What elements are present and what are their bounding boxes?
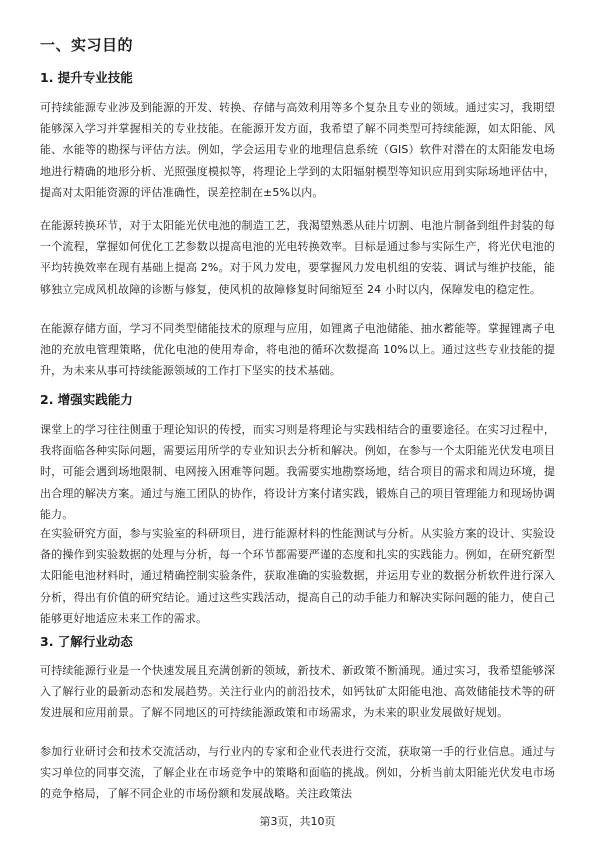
paragraph-2-1: 课堂上的学习往往侧重于理论知识的传授，而实习则是将理论与实践相结合的重要途径。在实习过程中，我将面临各种实际问题，需要运用所学的专业知识去分析和解决。例如，在参与一个太阳能光伏发电项目时，可能会遇到场地限制、电网接入困难等问题。我需要实地勘察场地，结合项目的需求和周边环境，提出合理的解决方案。通过与施工团队的协作，将设计方案付诸实践，锻炼自己的项目管理能力和现场协调能力。 <box>40 423 555 521</box>
subsection-heading-2: 2. 增强实践能力 <box>40 392 133 407</box>
subsection-heading-1: 1. 提升专业技能 <box>40 70 133 85</box>
paragraph-3-2: 参加行业研讨会和技术交流活动，与行业内的专家和企业代表进行交流，获取第一手的行业信息。通过与实习单位的同事交流，了解企业在市场竞争中的策略和面临的挑战。例如，分析当前太阳能光伏发电市场的竞争格局，了解不同企业的市场份额和发展战略。关注政策法 <box>40 745 555 801</box>
paragraph-1-3: 在能源存储方面，学习不同类型储能技术的原理与应用，如锂离子电池储能、抽水蓄能等。掌握锂离子电池的充放电管理策略，优化电池的使用寿命，将电池的循环次数提高 10%以上。通过这些专业技能的提升，为未来从事可持续能源领域的工作打下坚实的技术基础。 <box>40 322 555 378</box>
paragraph-1-1: 可持续能源专业涉及到能源的开发、转换、存储与高效利用等多个复杂且专业的领域。通过实习，我期望能够深入学习并掌握相关的专业技能。在能源开发方面，我希望了解不同类型可持续能源，如太阳能、风能、水能等的勘探与评估方法。例如，学会运用专业的地理信息系统（GIS）软件对潜在的太阳能发电场地进行精确的地形分析、光照强度模拟等，将理论上学到的太阳辐射模型等知识应用到实际场地评估中，提高对太阳能资源的评估准确性，误差控制在±5%以内。 <box>40 101 555 199</box>
paragraph-2-2: 在实验研究方面，参与实验室的科研项目，进行能源材料的性能测试与分析。从实验方案的设计、实验设备的操作到实验数据的处理与分析，每一个环节都需要严谨的态度和扎实的实践能力。例如，在研究新型太阳能电池材料时，通过精确控制实验条件，获取准确的实验数据，并运用专业的数据分析软件进行深入分析，得出有价值的研究结论。通过这些实践活动，提高自己的动手能力和解决实际问题的能力，使自己能够更好地适应未来工作的需求。 <box>40 527 555 625</box>
section-title: 一、实习目的 <box>40 36 134 54</box>
subsection-heading-3: 3. 了解行业动态 <box>40 634 133 649</box>
paragraph-1-2: 在能源转换环节，对于太阳能光伏电池的制造工艺，我渴望熟悉从硅片切割、电池片制备到组件封装的每一个流程，掌握如何优化工艺参数以提高电池的光电转换效率。目标是通过参与实际生产，将光伏电池的平均转换效率在现有基础上提高 2%。对于风力发电，要掌握风力发电机组的安装、调试与维护技能，能够独立完成风机故障的诊断与修复，使风机的故障修复时间缩短至 24 小时以内，保障发电的稳定性。 <box>40 219 555 296</box>
paragraph-3-1: 可持续能源行业是一个快速发展且充满创新的领域，新技术、新政策不断涌现。通过实习，我希望能够深入了解行业的最新动态和发展趋势。关注行业内的前沿技术，如钙钛矿太阳能电池、高效储能技术等的研发进展和应用前景。了解不同地区的可持续能源政策和市场需求，为未来的职业发展做好规划。 <box>40 664 555 720</box>
page-number-footer: 第3页，共10页 <box>259 815 336 828</box>
